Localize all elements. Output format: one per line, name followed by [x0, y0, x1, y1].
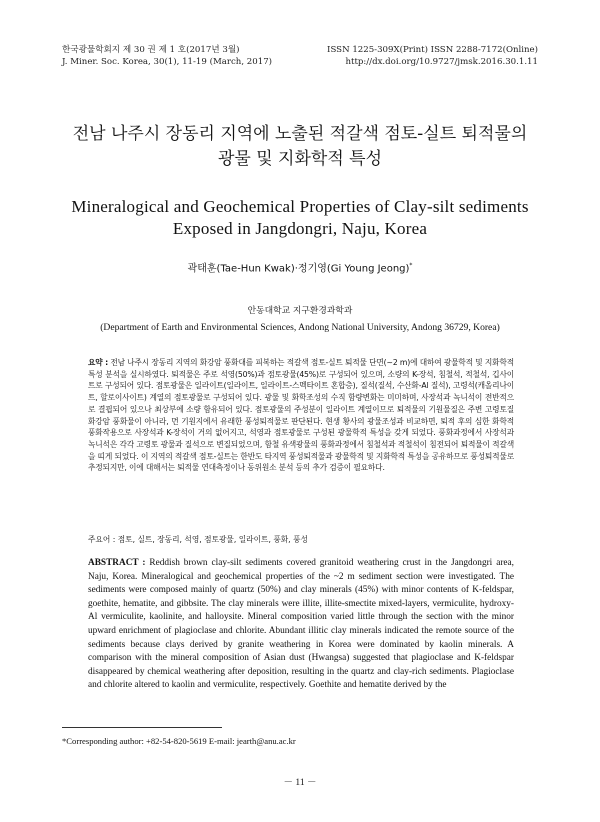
- journal-name-ko: 한국광물학회지 제 30 권 제 1 호(2017년 3월): [62, 45, 240, 55]
- title-english: [40, 196, 560, 240]
- footnote-divider: [62, 727, 222, 728]
- affiliation-english: (Department of Earth and Environmental Sciences, Andong National University, Andong 36729, Korea): [100, 322, 500, 333]
- page-number: － 11 －: [283, 778, 317, 788]
- title-english-line2: Exposed in Jangdongri, Naju, Korea: [172, 219, 428, 238]
- doi-link[interactable]: http://dx.doi.org/10.9727/jmsk.2016.30.1.11: [345, 57, 538, 67]
- abstract-korean-text: 전남 나주시 장동리 지역의 화강암 풍화대를 피복하는 적갈색 점토-실트 퇴적물 단면(~2 m)에 대하여 광물학적 및 지화학적 특성 분석을 실시하였다. 퇴적물은 주로 석영(50%)과 점토광물(45%)로 구성되어 있으며, 소량의 K-장석, 침철석, 적철석, 깁사이트로 구성되어 있다. 점토광물은 일라이트(일라이트, 일라이트-스멕타이트 혼합층), 질석(질석, 수산화-Al 질석), 고령석(캐올리나이트, 할로이사이트) 계열의 점토광물로 구성되어 있다. 광물 및 화학조성의 수직 함량변화는 미미하며, 사장석과 녹니석이 전반적으로 결핍되어 있으나 최상부에 소량 함유되어 있다. 점토광물의 주성분이 일라이트 계열이므로 퇴적물의 기원물질은 주변 고령토질 화강암 풍화물이 아니라, 먼 기원지에서 유래한 풍성퇴적물로 판단된다. 현생 황사의 광물조성과 비교하면, 퇴적 후의 심한 화학적 풍화작용으로 사장석과 K-장석이 거의 없어지고, 석영과 점토광물로 구성된 광물학적 특성을 갖게 되었다. 풍화과정에서 사장석과 녹니석은 각각 고령토 광물과 질석으로 변질되었으며, 함철 유색광물의 풍화과정에서 침철석과 적철석이 침전되어 퇴적물이 적갈색을 띠게 되었다. 이 지역의 적갈색 점토-실트는 한반도 타지역 풍성퇴적물과 광물학적 및 지화학적 특성을 공유하므로 풍성퇴적물로 추정되지만, 이에 대해서는 퇴적물 연대측정이나 동위원소 분석 등의 추가 검증이 필요하다.: [88, 358, 514, 473]
- title-english-line1: Mineralogical and Geochemical Properties of Clay-silt sediments: [71, 197, 529, 216]
- abstract-korean: [88, 357, 514, 474]
- keywords-korean: [88, 534, 514, 546]
- abstract-english-label: ABSTRACT :: [88, 558, 146, 568]
- abstract-english-text: Reddish brown clay-silt sediments covered granitoid weathering crust in the Jangdongri area, Naju, Korea. Mineralogical and geochemical properties of the ~2 m sediment section were investigated. The sediments were composed mainly of quartz (50%) and clay minerals (45%) with minor contents of K-feldspar, goethite, hematite, and gibbsite. The clay minerals were illite, illite-smectite mixed-layers, vermiculite, hydroxy-Al vermiculite, kaolinite, and halloysite. Mineral composition varied little through the section with the minor upward enrichment of plagioclase and chlorite. Abundant illitic clay minerals indicated the remote source of the sediments because clays derived by granite weathering in Korea were dominated by kaolin minerals. A comparison with the mineral composition of Asian dust (Hwangsa) suggested that plagioclase and K-feldspar disappeared by chemical weathering after deposition, resulting in the quartz and clay-rich sediments. Plagioclase and chlorite altered to kaolin and vermiculite, respectively. Goethite and hematite derived by the: [88, 558, 514, 691]
- author-names: 곽태훈(Tae-Hun Kwak)·정기영(Gi Young Jeong): [187, 263, 410, 275]
- affiliation-korean: 안동대학교 지구환경과학과: [247, 306, 353, 316]
- title-korean-line1: 전남 나주시 장동리 지역에 노출된 적갈색 점토-실트 퇴적물의: [72, 124, 528, 144]
- issn-line: ISSN 1225-309X(Print) ISSN 2288-7172(Online): [327, 45, 538, 55]
- abstract-english: [88, 557, 514, 693]
- journal-header-right: [327, 44, 538, 68]
- journal-citation-en: J. Miner. Soc. Korea, 30(1), 11-19 (March, 2017): [62, 57, 273, 67]
- keywords-korean-label: 주요어 :: [88, 535, 116, 544]
- title-korean-line2: 광물 및 지화학적 특성: [217, 149, 382, 169]
- abstract-korean-label: 요약 :: [88, 358, 109, 367]
- title-korean: [40, 122, 560, 172]
- author-list: [40, 259, 560, 276]
- corresponding-author-footnote: *Corresponding author: +82-54-820-5619 E-mail: jearth@anu.ac.kr: [62, 736, 296, 746]
- keywords-korean-text: 점토, 실트, 장동리, 석영, 점토광물, 일라이트, 풍화, 풍성: [115, 535, 308, 544]
- corresponding-mark: *: [409, 262, 413, 269]
- journal-header-left: [62, 44, 272, 68]
